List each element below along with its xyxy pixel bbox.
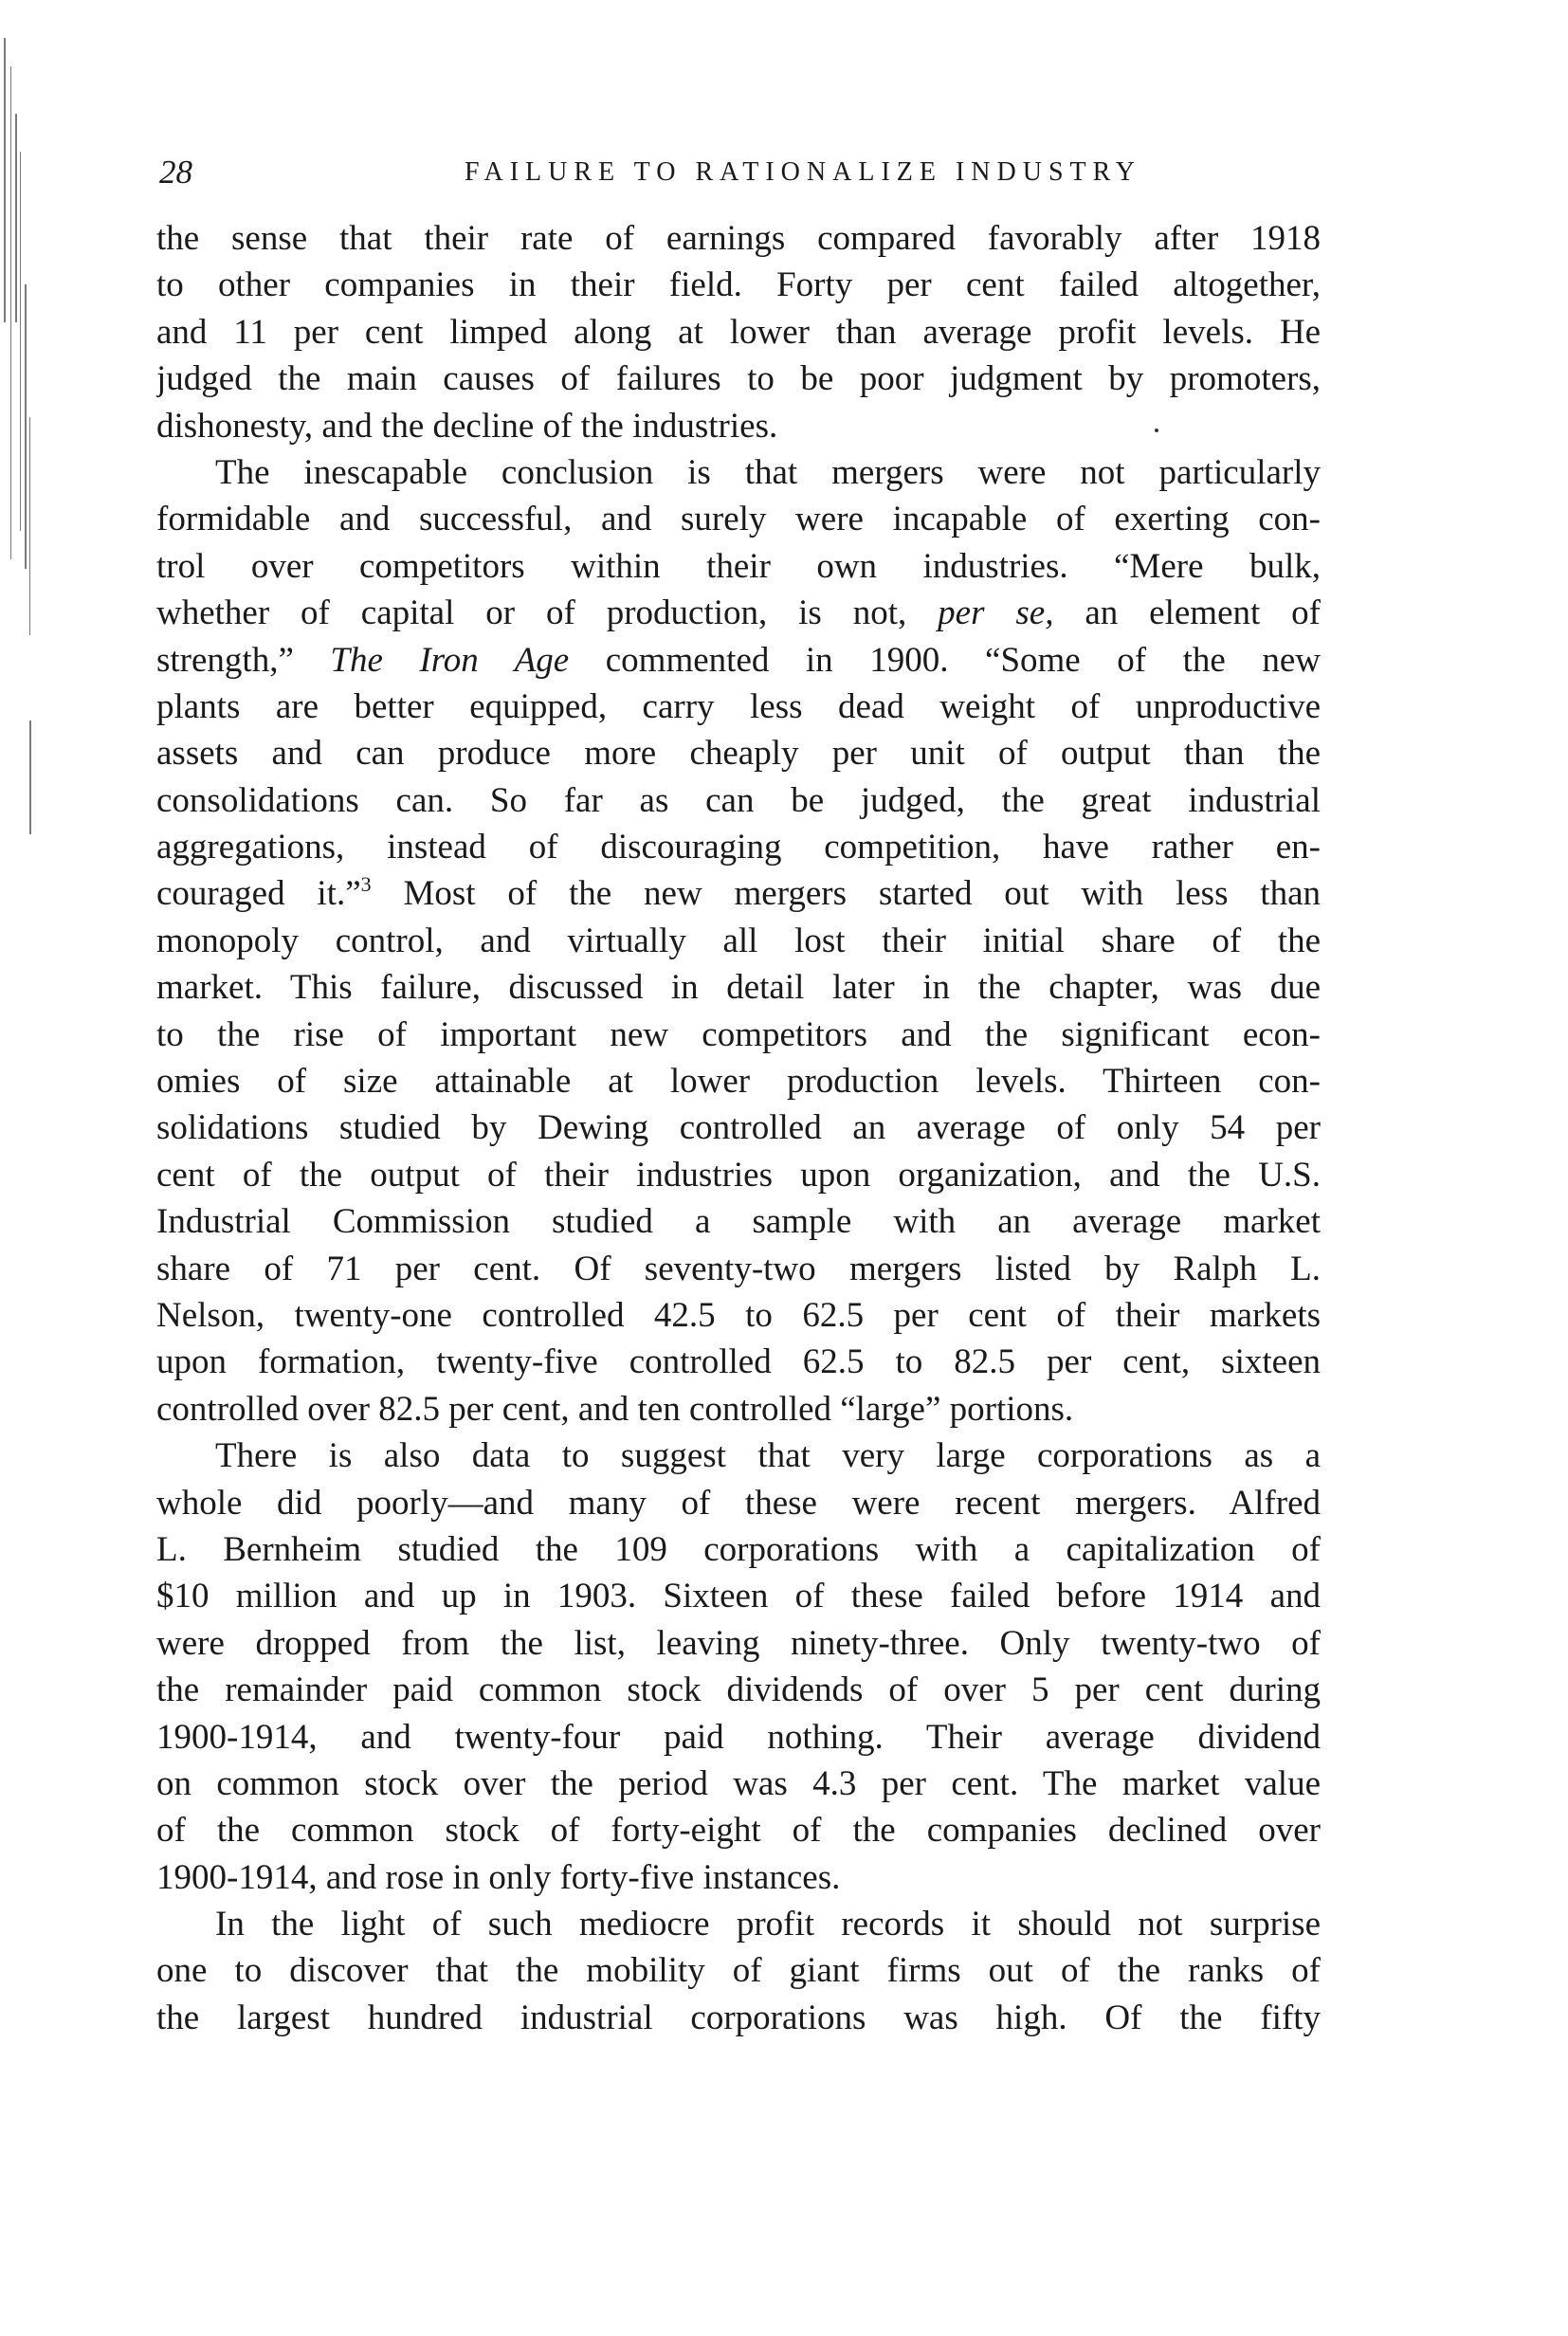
text-line: upon formation, twenty-five controlled 62.5 to 82.5 per cent, sixteen	[156, 1342, 1321, 1382]
text-line: omies of size attainable at lower production levels. Thirteen con-	[156, 1062, 1321, 1102]
text-line: market. This failure, discussed in detail later in the chapter, was due	[156, 968, 1321, 1008]
text-line: of the common stock of forty-eight of the companies declined over	[156, 1811, 1321, 1851]
text-line	[156, 590, 1321, 636]
text-line: the remainder paid common stock dividends of over 5 per cent during	[156, 1670, 1321, 1710]
publication-title: The Iron Age	[330, 640, 570, 680]
text-line	[156, 870, 1321, 917]
text-line: $10 million and up in 1903. Sixteen of these failed before 1914 and	[156, 1577, 1321, 1616]
text-line: and 11 per cent limped along at lower than average profit levels. He	[156, 312, 1321, 352]
text-line: aggregations, instead of discouraging competition, have rather en-	[156, 828, 1321, 867]
text-line: 1900-1914, and rose in only forty-five instances.	[156, 1857, 841, 1897]
scan-edge-marks	[0, 38, 38, 815]
text-line: solidations studied by Dewing controlled an average of only 54 per	[156, 1108, 1321, 1148]
text-line: controlled over 82.5 per cent, and ten controlled “large” portions.	[156, 1389, 1074, 1429]
text-line: judged the main causes of failures to be poor judgment by promoters,	[156, 359, 1321, 399]
text-line: one to discover that the mobility of giant firms out of the ranks of	[156, 1951, 1321, 1991]
text-line: on common stock over the period was 4.3 per cent. The market value	[156, 1763, 1321, 1803]
body-text	[156, 215, 1321, 2041]
line-segment: couraged it.”	[156, 874, 361, 914]
page-number: 28	[159, 154, 192, 191]
text-line: the sense that their rate of earnings compared favorably after 1918	[156, 219, 1321, 258]
text-line: In the light of such mediocre profit records it should not surprise	[215, 1905, 1321, 1944]
text-line: assets and can produce more cheaply per unit of output than the	[156, 734, 1321, 774]
line-segment: an element of	[1053, 593, 1321, 633]
text-line: L. Bernheim studied the 109 corporations with a capitalization of	[156, 1529, 1321, 1569]
text-line: 1900-1914, and twenty-four paid nothing. Their average dividend	[156, 1717, 1321, 1757]
text-line: the largest hundred industrial corporations was high. Of the fifty	[156, 1998, 1321, 2037]
text-line: monopoly control, and virtually all lost their initial share of the	[156, 921, 1321, 960]
footnote-marker: 3	[360, 872, 372, 897]
text-line: to other companies in their field. Forty per cent failed altogether,	[156, 265, 1321, 305]
text-line: There is also data to suggest that very large corporations as a	[215, 1436, 1321, 1476]
text-line: to the rise of important new competitors and the significant econ-	[156, 1014, 1321, 1054]
text-line: dishonesty, and the decline of the industries.	[156, 406, 778, 446]
line-segment: strength,”	[156, 640, 331, 680]
text-line: trol over competitors within their own industries. “Mere bulk,	[156, 546, 1321, 586]
text-line: Industrial Commission studied a sample with an average market	[156, 1202, 1321, 1242]
line-segment: commented in 1900. “Some of the new	[569, 640, 1321, 680]
running-head: FAILURE TO RATIONALIZE INDUSTRY	[465, 157, 1141, 187]
text-line	[156, 637, 1321, 684]
text-line: cent of the output of their industries upon organization, and the U.S.	[156, 1155, 1321, 1195]
text-line: consolidations can. So far as can be judged, the great industrial	[156, 780, 1321, 820]
line-segment: Most of the new mergers started out with less than	[371, 874, 1321, 914]
text-line: formidable and successful, and surely were incapable of exerting con-	[156, 500, 1321, 539]
text-line: The inescapable conclusion is that mergers were not particularly	[215, 452, 1321, 492]
text-line: share of 71 per cent. Of seventy-two mergers listed by Ralph L.	[156, 1249, 1321, 1288]
line-segment: whether of capital or of production, is not,	[156, 593, 939, 633]
page-header	[159, 150, 1333, 195]
text-line: Nelson, twenty-one controlled 42.5 to 62.5 per cent of their markets	[156, 1295, 1321, 1335]
text-line: were dropped from the list, leaving ninety-three. Only twenty-two of	[156, 1623, 1321, 1663]
text-line: plants are better equipped, carry less dead weight of unproductive	[156, 686, 1321, 726]
italic-phrase: per se,	[938, 593, 1054, 633]
text-line: whole did poorly—and many of these were recent mergers. Alfred	[156, 1483, 1321, 1523]
